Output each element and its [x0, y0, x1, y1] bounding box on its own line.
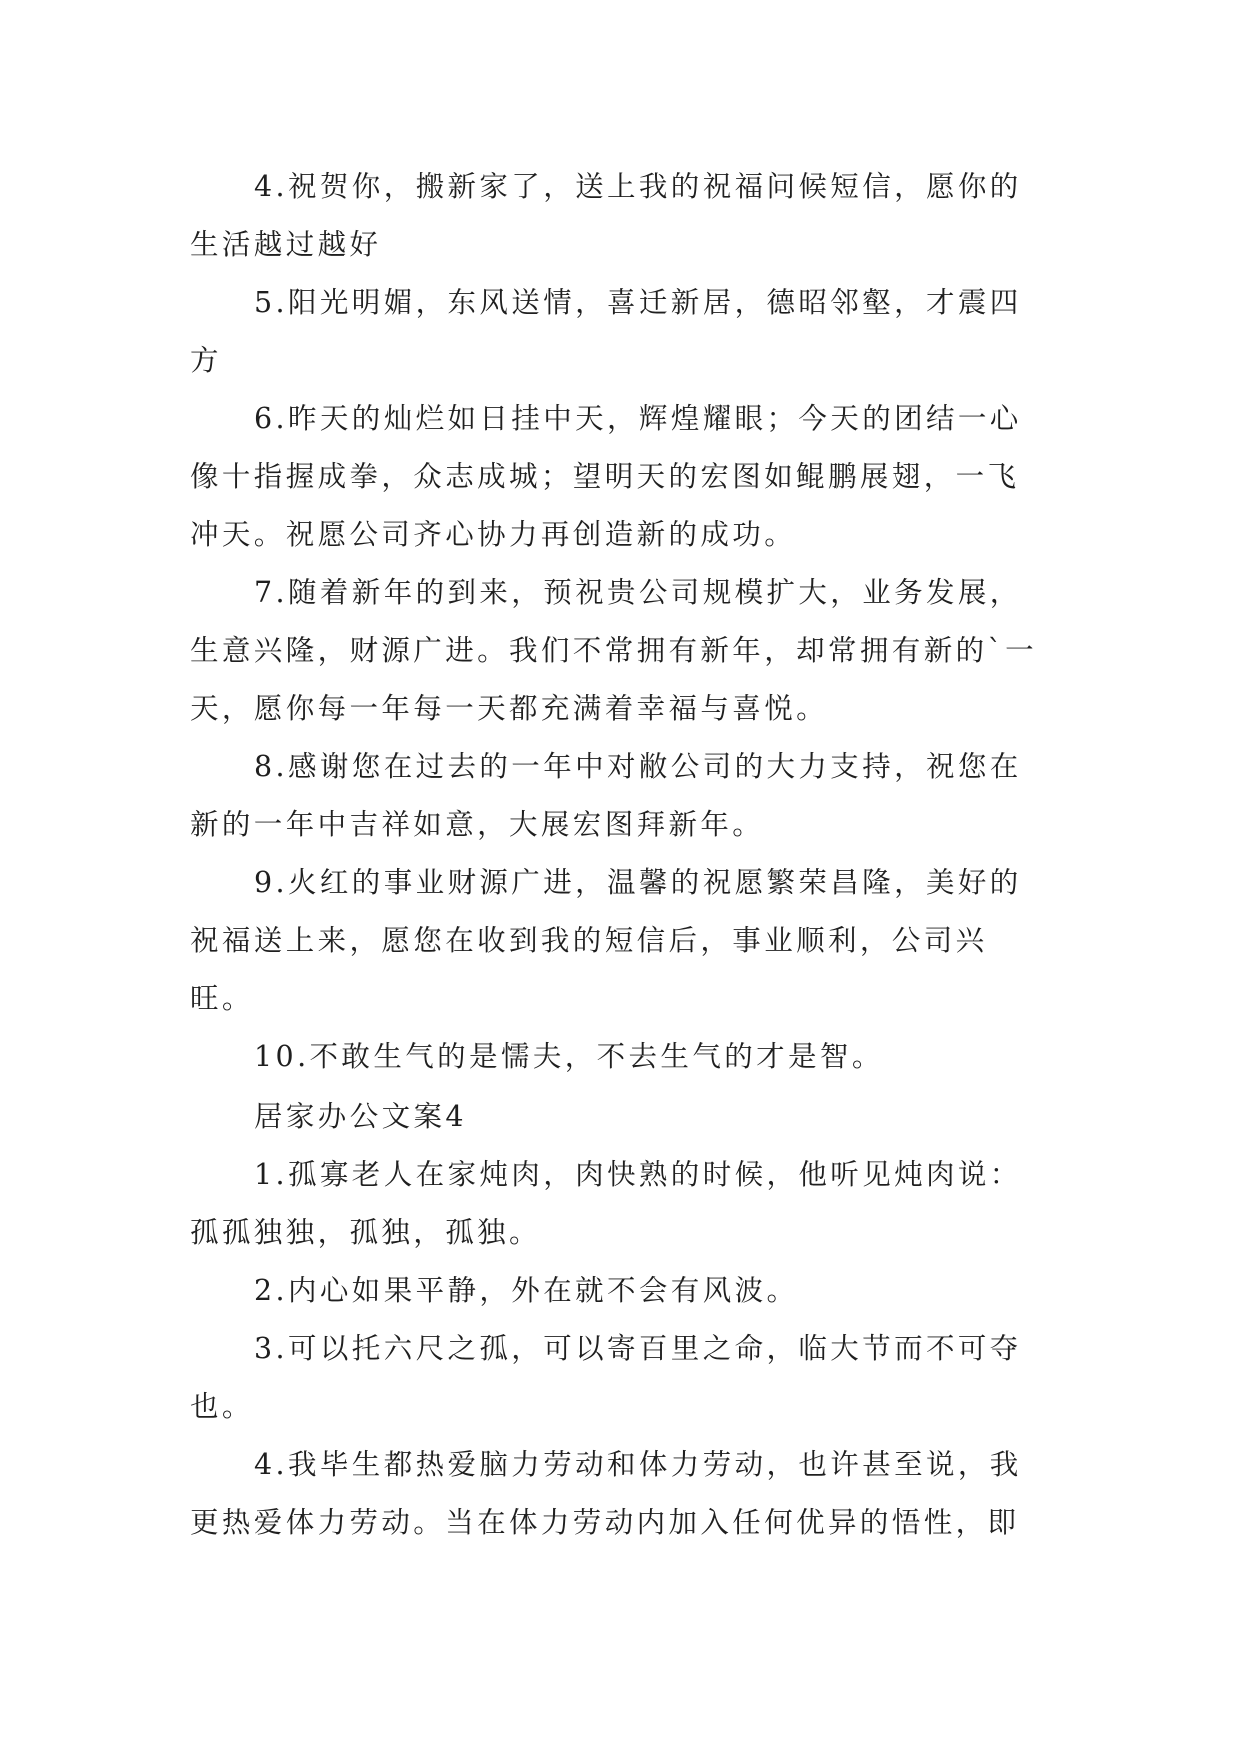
paragraph: 3.可以托六尺之孤，可以寄百里之命，临大节而不可夺也。 [190, 1332, 1022, 1423]
section-4-body [190, 1146, 1045, 1552]
paragraph: 9.火红的事业财源广进，温馨的祝愿繁荣昌隆，美好的祝福送上来，愿您在收到我的短信后，事业顺利，公司兴旺。 [190, 866, 1022, 1015]
paragraph: 8.感谢您在过去的一年中对敝公司的大力支持，祝您在新的一年中吉祥如意，大展宏图拜新年。 [190, 750, 1022, 841]
paragraph: 6.昨天的灿烂如日挂中天，辉煌耀眼；今天的团结一心像十指握成拳，众志成城；望明天的宏图如鲲鹏展翅，一飞冲天。祝愿公司齐心协力再创造新的成功。 [190, 402, 1022, 551]
section-heading: 居家办公文案4 [254, 1100, 467, 1133]
paragraph: 1.孤寡老人在家炖肉，肉快熟的时候，他听见炖肉说：孤孤独独，孤独，孤独。 [190, 1158, 1022, 1249]
paragraph: 4.祝贺你，搬新家了，送上我的祝福问候短信，愿你的生活越过越好 [190, 170, 1022, 261]
paragraph: 2.内心如果平静，外在就不会有风波。 [254, 1274, 799, 1307]
section-4-heading-block [190, 1088, 1045, 1146]
paragraph: 10.不敢生气的是懦夫，不去生气的才是智。 [254, 1040, 884, 1073]
section-3-body [190, 158, 1045, 1086]
paragraph: 7.随着新年的到来，预祝贵公司规模扩大，业务发展，生意兴隆，财源广进。我们不常拥有新年，却常拥有新的`一天，愿你每一年每一天都充满着幸福与喜悦。 [190, 576, 1038, 725]
paragraph: 4.我毕生都热爱脑力劳动和体力劳动，也许甚至说，我更热爱体力劳动。当在体力劳动内加入任何优异的悟性，即 [190, 1448, 1022, 1539]
paragraph: 5.阳光明媚，东风送情，喜迁新居，德昭邻壑，才震四方 [190, 286, 1022, 377]
